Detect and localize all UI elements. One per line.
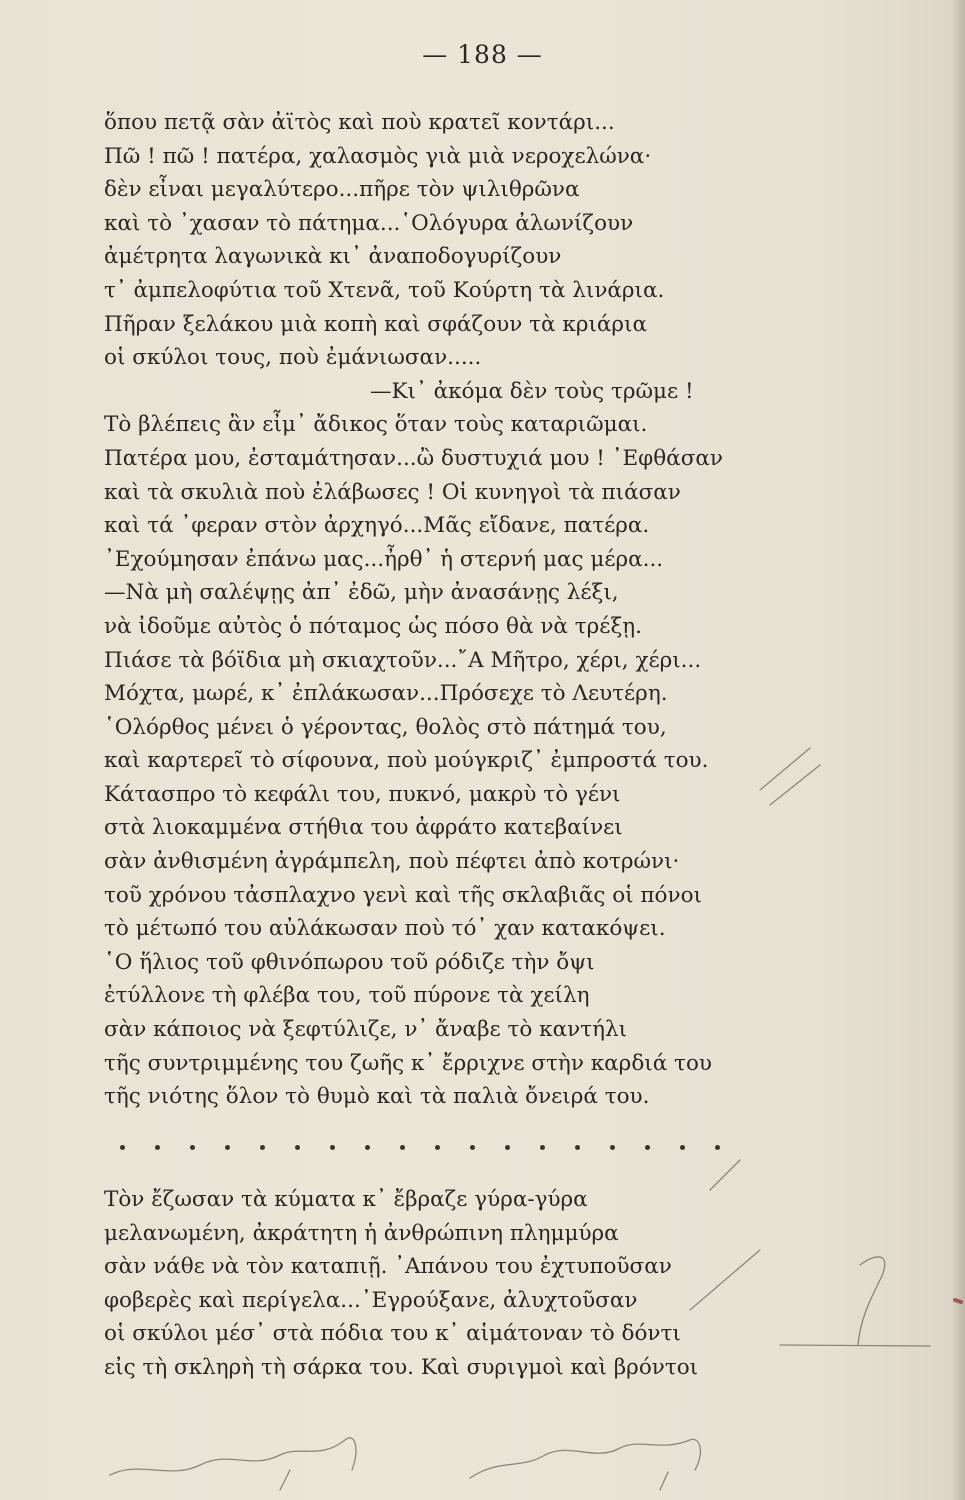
poem-line: Πιάσε τὰ βόϊδια μὴ σκιαχτοῦν...῎Α Μῆτρο, χέρι, χέρι...	[104, 647, 702, 673]
poem-line: σὰν κάποιος νὰ ξεφτύλιζε, ν᾿ ἄναβε τὸ καντήλι	[104, 1017, 628, 1043]
separator-dot	[540, 1145, 545, 1150]
poem-line: τῆς νιότης ὅλον τὸ θυμὸ καὶ τὰ παλιὰ ὄνειρά του.	[104, 1084, 650, 1110]
separator-dot	[435, 1145, 440, 1150]
poem-line: μελανωμένη, ἀκράτητη ἡ ἀνθρώπινη πλημμύρα	[104, 1220, 619, 1246]
separator-dot	[155, 1145, 160, 1150]
poem-line: ῾Ο ἥλιος τοῦ φθινόπωρου τοῦ ρόδιζε τὴν ὄψι	[104, 949, 595, 975]
poem-line: —Νὰ μὴ σαλέψῃς ἀπ᾿ ἐδῶ, μὴν ἀνασάνῃς λέξι,	[104, 580, 619, 606]
poem-line: τοῦ χρόνου τἀσπλαχνο γενὶ καὶ τῆς σκλαβιᾶς οἱ πόνοι	[104, 882, 702, 908]
poem-line: Τὸν ἔζωσαν τὰ κύματα κ᾿ ἔβραζε γύρα-γύρα	[104, 1187, 588, 1212]
poem-line: Πῆραν ξελάκου μιὰ κοπὴ καὶ σφάζουν τὰ κριάρια	[104, 311, 647, 337]
poem-line: Μόχτα, μωρέ, κ᾿ ἐπλάκωσαν...Πρόσεχε τὸ Λευτέρη.	[104, 681, 668, 707]
poem-line: ἀμέτρητα λαγωνικὰ κι᾿ ἀναποδογυρίζουν	[104, 244, 562, 270]
poem-line: οἱ σκύλοι τους, ποὺ ἐμάνιωσαν.....	[104, 345, 482, 371]
poem-stanza-2	[104, 1183, 804, 1385]
separator-dot	[470, 1145, 475, 1150]
separator-dot	[400, 1145, 405, 1150]
separator-dot	[260, 1145, 265, 1150]
separator-dot	[505, 1145, 510, 1150]
separator-dot	[610, 1145, 615, 1150]
separator-dot	[190, 1145, 195, 1150]
poem-line: σὰν νάθε νὰ τὸν καταπιῇ. ᾿Απάνου του ἐχτυποῦσαν	[104, 1254, 672, 1280]
separator-dot	[295, 1145, 300, 1150]
poem-line: —Κι᾿ ἀκόμα δὲν τοὺς τρῶμε !	[370, 378, 694, 404]
separator-dot	[575, 1145, 580, 1150]
poem-line: σὰν ἀνθισμένη ἀγράμπελη, ποὺ πέφτει ἀπὸ κοτρώνι·	[104, 849, 680, 875]
stanza-separator	[120, 1145, 720, 1165]
separator-dot	[330, 1145, 335, 1150]
poem-line: εἰς τὴ σκληρὴ τὴ σάρκα του. Καὶ συριγμοὶ καὶ βρόντοι	[104, 1354, 699, 1380]
poem-line: δὲν εἶναι μεγαλύτερο...πῆρε τὸν ψιλιθρῶνα	[104, 177, 580, 203]
poem-line: τ᾿ ἀμπελοφύτια τοῦ Χτενᾶ, τοῦ Κούρτη τὰ λινάρια.	[104, 277, 665, 303]
poem-line: τῆς συντριμμένης του ζωῆς κ᾿ ἔρριχνε στὴν καρδιά του	[104, 1050, 712, 1076]
poem-line: ὅπου πετᾷ σὰν ἀϊτὸς καὶ ποὺ κρατεῖ κοντάρι...	[104, 110, 615, 135]
poem-line: καὶ τὸ ᾿χασαν τὸ πάτημα...῾Ολόγυρα ἀλωνίζουν	[104, 210, 634, 236]
poem-line: Τὸ βλέπεις ἂν εἶμ᾿ ἄδικος ὅταν τοὺς καταριῶμαι.	[104, 412, 648, 438]
separator-dot	[225, 1145, 230, 1150]
poem-line: Πῶ ! πῶ ! πατέρα, χαλασμὸς γιὰ μιὰ νεροχελώνα·	[104, 143, 652, 169]
poem-line: Κάτασπρο τὸ κεφάλι του, πυκνό, μακρὺ τὸ γένι	[104, 781, 621, 807]
poem-line: καὶ τὰ σκυλιὰ ποὺ ἐλάβωσες ! Οἱ κυνηγοὶ τὰ πιάσαν	[104, 479, 681, 505]
poem-stanza-1	[104, 106, 804, 1114]
separator-dot	[715, 1145, 720, 1150]
separator-dot	[365, 1145, 370, 1150]
poem-line: στὰ λιοκαμμένα στήθια του ἀφράτο κατεβαίνει	[104, 815, 623, 841]
poem-line: ῾Ολόρθος μένει ὁ γέροντας, θολὸς στὸ πάτημά του,	[104, 714, 667, 740]
poem-line: ᾿Εχούμησαν ἐπάνω μας...ἦρθ᾿ ἡ στερνή μας μέρα...	[104, 546, 664, 572]
poem-line: οἱ σκύλοι μέσ᾿ στὰ πόδια του κ᾿ αἱμάτοναν τὸ δόντι	[104, 1321, 681, 1347]
poem-line: νὰ ἰδοῦμε αὐτὸς ὁ πόταμος ὡς πόσο θὰ νὰ τρέξῃ.	[104, 613, 643, 639]
separator-dot	[680, 1145, 685, 1150]
page-number: — 188 —	[422, 40, 543, 69]
poem-line: φοβερὲς καὶ περίγελα...᾿Εγρούξανε, ἀλυχτοῦσαν	[104, 1287, 638, 1313]
poem-line: Πατέρα μου, ἐσταμάτησαν...ὢ δυστυχιά μου ! ᾿Εφθάσαν	[104, 445, 723, 471]
poem-line: τὸ μέτωπό του αὐλάκωσαν ποὺ τό᾿ χαν κατακόψει.	[104, 916, 666, 942]
poem-line: ἐτύλλονε τὴ φλέβα του, τοῦ πύρονε τὰ χείλη	[104, 983, 590, 1009]
poem-line: καὶ καρτερεῖ τὸ σίφουνα, ποὺ μούγκριζ᾿ ἐμπροστά του.	[104, 748, 709, 774]
poem-line: καὶ τά ᾿φεραν στὸν ἀρχηγό...Μᾶς εἴδανε, πατέρα.	[104, 513, 650, 539]
separator-dot	[645, 1145, 650, 1150]
separator-dot	[120, 1145, 125, 1150]
page-edge-shadow	[951, 0, 965, 1500]
